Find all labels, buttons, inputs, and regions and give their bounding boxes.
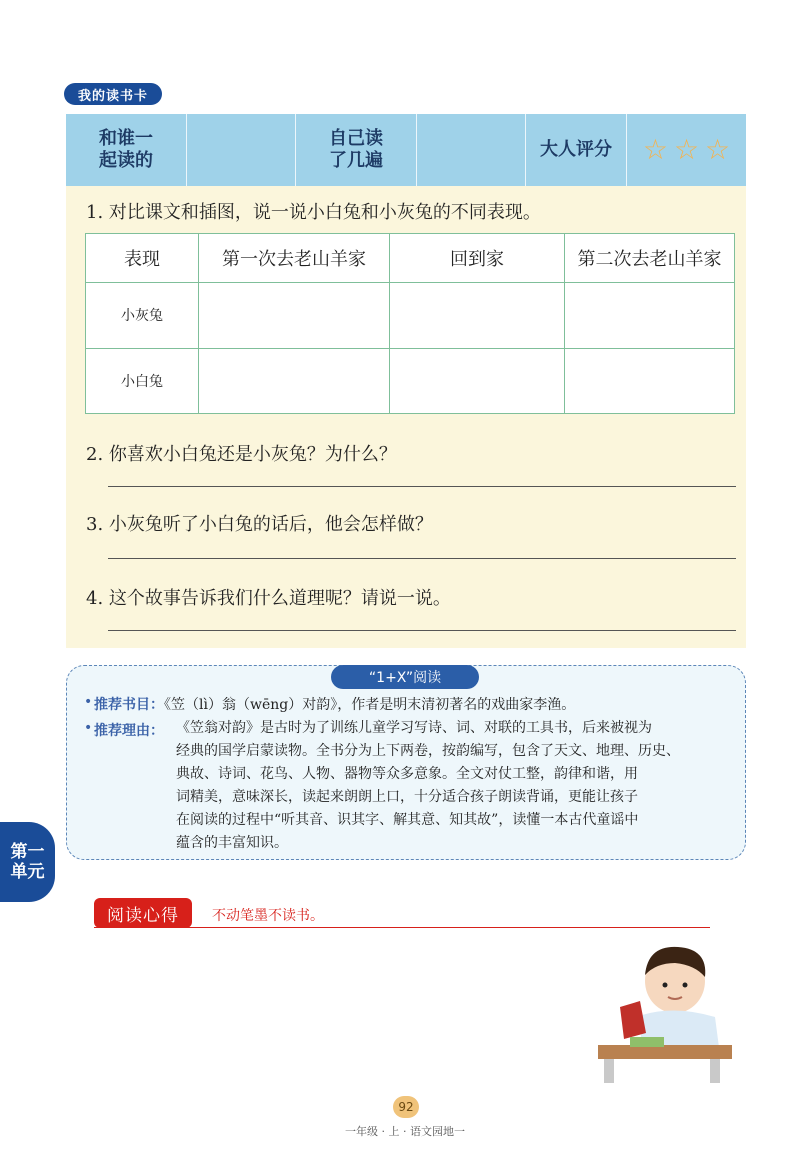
star-icon[interactable]: ☆ <box>673 133 700 166</box>
boy-reading-illustration <box>590 935 740 1085</box>
question-2: 2. 你喜欢小白兔还是小灰兔？为什么？ <box>86 444 397 465</box>
reason-line: 《笠翁对韵》是古时为了训练儿童学习写诗、词、对联的工具书，后来被视为 <box>176 720 652 736</box>
comparison-table <box>85 233 735 414</box>
page-number: 92 <box>393 1096 419 1118</box>
table-header-cell: 第一次去老山羊家 <box>199 234 390 283</box>
star-icon[interactable]: ☆ <box>705 133 731 166</box>
table-header-cell: 表现 <box>86 234 199 283</box>
adult-rating-label: 大人评分 <box>540 139 612 160</box>
row-label-white-rabbit: 小白兔 <box>86 348 199 414</box>
row-label-grey-rabbit: 小灰兔 <box>86 283 199 349</box>
read-times-label: 自己读 了几遍 <box>329 128 383 171</box>
reading-notes-line <box>94 927 710 928</box>
question-3: 3. 小灰兔听了小白兔的话后，他会怎样做？ <box>86 514 433 535</box>
table-header-cell: 第二次去老山羊家 <box>565 234 735 283</box>
reason-text <box>176 717 731 855</box>
book-label: 推荐书目： <box>94 697 164 713</box>
extra-reading-title: “1+X”阅读 <box>331 665 479 689</box>
read-times-field[interactable] <box>417 114 525 186</box>
reading-card-badge: 我的读书卡 <box>64 83 162 105</box>
reason-line: 典故、诗词、花鸟、人物、器物等众多意象。全文对仗工整，韵律和谐，用 <box>176 766 638 782</box>
reason-line: 蕴含的丰富知识。 <box>176 835 288 851</box>
question-1: 1. 对比课文和插图，说一说小白兔和小灰兔的不同表现。 <box>86 202 541 223</box>
table-header-row <box>86 234 735 283</box>
book-bullet: • <box>84 694 93 710</box>
reading-notes-quote: 不动笔墨不读书。 <box>212 908 324 924</box>
read-with-field[interactable] <box>187 114 295 186</box>
answer-cell[interactable] <box>390 348 565 414</box>
page-footer: 一年级 · 上 · 语文园地一 <box>345 1125 465 1138</box>
unit-side-tab[interactable]: 第一 单元 <box>0 822 55 902</box>
question-4: 4. 这个故事告诉我们什么道理呢？请说一说。 <box>86 588 451 609</box>
answer-cell[interactable] <box>199 348 390 414</box>
rating-stars[interactable] <box>627 114 746 186</box>
recommended-book <box>94 694 575 714</box>
table-row <box>86 348 735 414</box>
answer-line-3[interactable] <box>108 558 736 559</box>
reading-notes-badge: 阅读心得 <box>94 898 192 928</box>
reason-bullet: • <box>84 720 93 736</box>
reading-card-header <box>66 114 746 186</box>
reason-label: 推荐理由： <box>94 723 164 739</box>
reason-line: 经典的国学启蒙读物。全书分为上下两卷，按韵编写，包含了天文、地理、历史、 <box>176 743 680 759</box>
book-text: 《笠（lì）翁（wēng）对韵》，作者是明末清初著名的戏曲家李渔。 <box>164 697 576 713</box>
answer-cell[interactable] <box>199 283 390 349</box>
read-with-label: 和谁一 起读的 <box>99 128 153 171</box>
reason-line: 在阅读的过程中“听其音、识其字、解其意、知其故”，读懂一本古代童谣中 <box>176 812 639 828</box>
answer-cell[interactable] <box>565 348 735 414</box>
answer-cell[interactable] <box>390 283 565 349</box>
answer-line-4[interactable] <box>108 630 736 631</box>
reason-line: 词精美，意味深长，读起来朗朗上口，十分适合孩子朗读背诵，更能让孩子 <box>176 789 638 805</box>
answer-line-2[interactable] <box>108 486 736 487</box>
reading-notes-area[interactable] <box>94 932 594 1082</box>
table-row <box>86 283 735 349</box>
table-header-cell: 回到家 <box>390 234 565 283</box>
star-icon[interactable]: ☆ <box>642 133 668 166</box>
answer-cell[interactable] <box>565 283 735 349</box>
